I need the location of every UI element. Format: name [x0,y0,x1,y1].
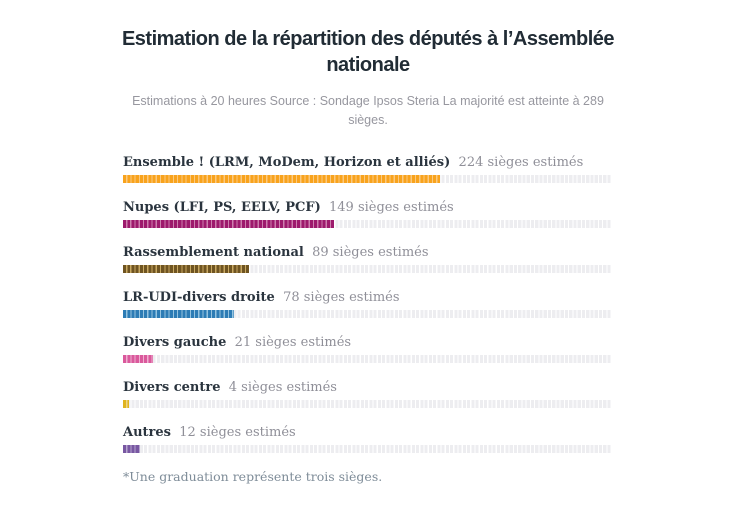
seats-estimate-label: 149 sièges estimés [329,199,454,215]
graduation-fill [123,400,129,408]
row-label-line [123,334,611,351]
graduation-track [123,265,611,273]
graduation-fill [123,310,234,318]
graduation-fill [123,220,334,228]
seats-estimate-label: 78 sièges estimés [283,289,400,305]
chart-row [123,379,611,408]
party-label: Divers centre [123,379,221,395]
chart-row [123,289,611,318]
graduation-track [123,400,611,408]
party-label: Nupes (LFI, PS, EELV, PCF) [123,199,321,215]
graduation-track [123,445,611,453]
chart-footnote: *Une graduation représente trois sièges. [123,468,383,484]
row-label-line [123,199,611,216]
graduation-track [123,310,611,318]
chart-subtitle: Estimations à 20 heures Source : Sondage Ipsos Steria La majorité est atteinte à 289 sièges. [132,94,604,127]
party-label: Ensemble ! (LRM, MoDem, Horizon et alliés) [123,154,451,170]
chart-rows [123,154,611,453]
graduation-fill [123,445,140,453]
row-label-line [123,379,611,396]
seats-estimate-label: 21 sièges estimés [234,334,352,350]
party-label: Autres [123,424,171,440]
party-label: Divers gauche [123,334,227,350]
party-label: Rassemblement national [123,244,304,260]
chart-row [123,154,611,183]
row-label-line [123,424,611,441]
seats-estimate-label: 4 sièges estimés [228,379,337,395]
chart-row [123,334,611,363]
graduation-track [123,220,611,228]
seats-estimate-label: 12 sièges estimés [179,424,296,440]
graduation-track [123,355,611,363]
graduation-track [123,175,611,183]
row-label-line [123,154,611,171]
chart-title: Estimation de la répartition des députés à l’Assemblée nationale [121,28,615,76]
chart-row [123,424,611,453]
seats-estimate-label: 89 sièges estimés [312,244,429,260]
party-label: LR-UDI-divers droite [123,289,275,305]
graduation-fill [123,355,153,363]
graduation-fill [123,265,249,273]
seats-estimate-label: 224 sièges estimés [458,154,584,170]
row-label-line [123,244,611,261]
row-label-line [123,289,611,306]
chart-row [123,244,611,273]
graduation-fill [123,175,440,183]
chart-row [123,199,611,228]
chart-card [123,26,613,484]
